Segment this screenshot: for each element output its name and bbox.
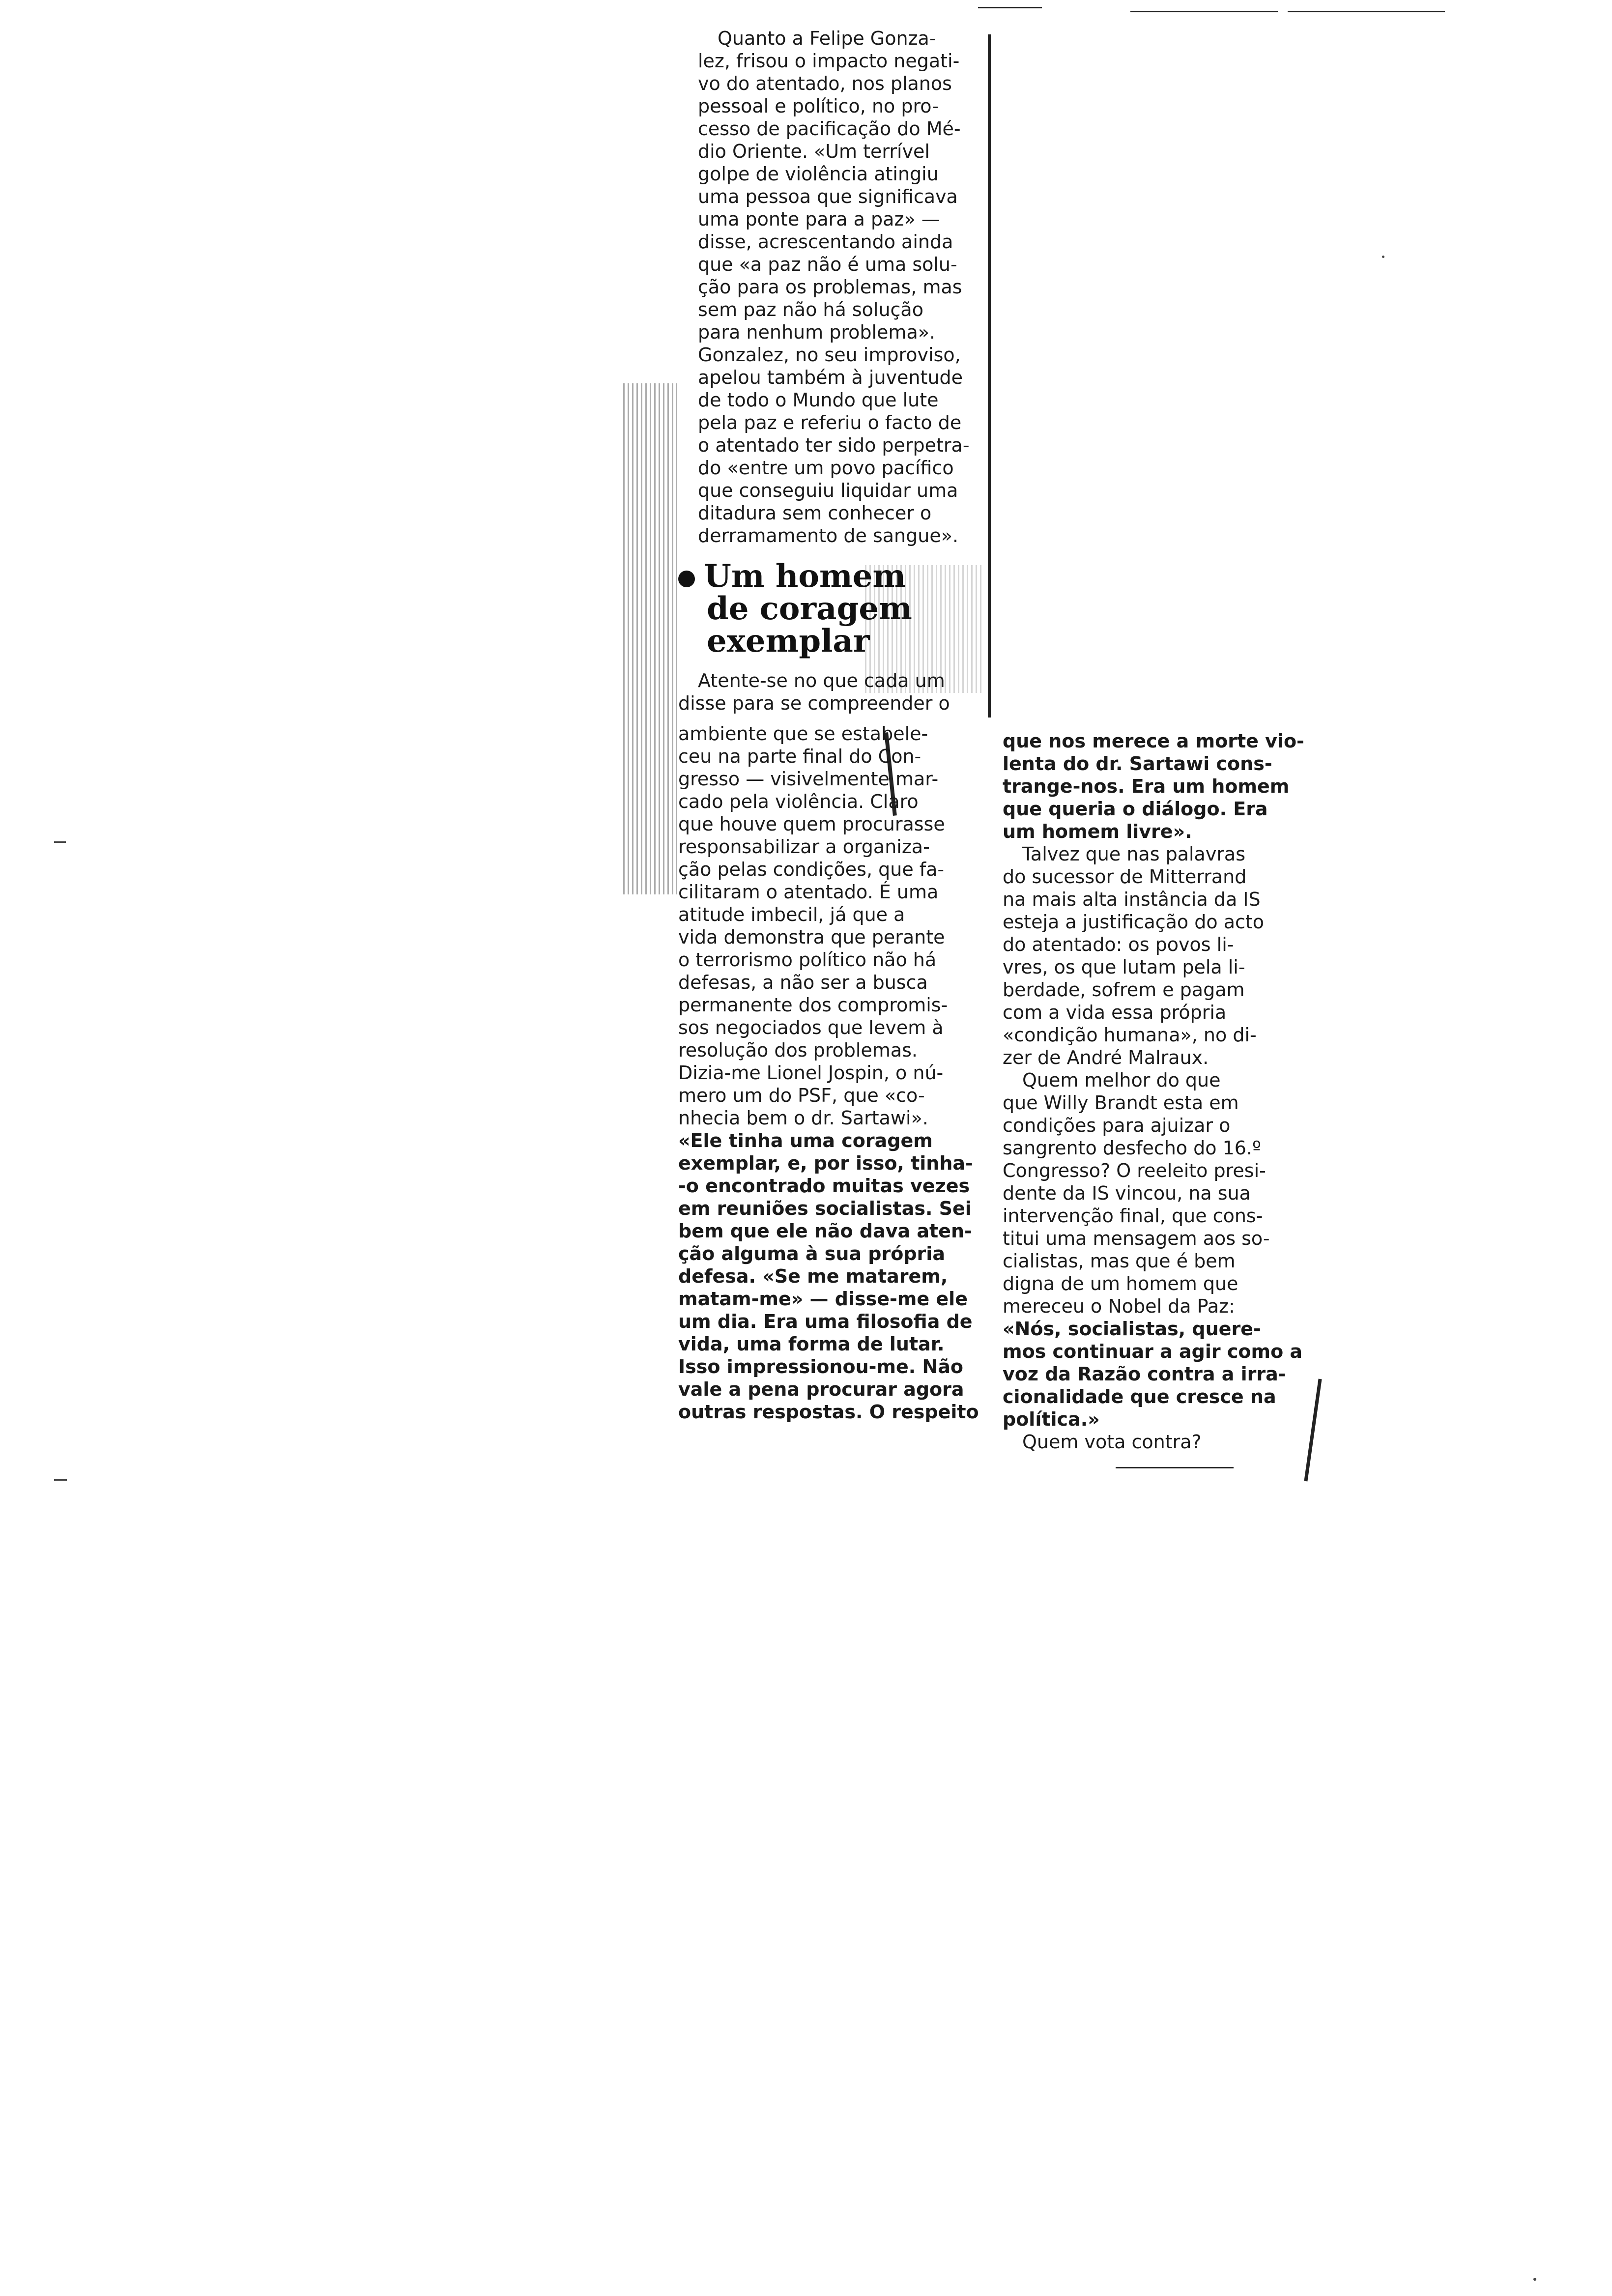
text-line: resolução dos problemas. bbox=[678, 1039, 918, 1061]
text-line: Congresso? O reeleito presi- bbox=[1003, 1160, 1266, 1181]
text-line: cado pela violência. Claro bbox=[678, 791, 919, 812]
text-line: ção para os problemas, mas bbox=[698, 276, 962, 298]
speck bbox=[1533, 2278, 1536, 2281]
text-line: dio Oriente. «Um terrível bbox=[698, 141, 930, 162]
text-line: o atentado ter sido perpetra- bbox=[698, 434, 970, 456]
text-line: uma pessoa que significava bbox=[698, 186, 958, 207]
speck bbox=[54, 841, 66, 843]
text-line: com a vida essa própria bbox=[1003, 1002, 1227, 1023]
closing-slash-mark bbox=[1304, 1379, 1322, 1482]
col3-closing bbox=[1003, 1431, 1297, 1453]
text-line: Gonzalez, no seu improviso, bbox=[698, 344, 961, 366]
text-line: que «a paz não é uma solu- bbox=[698, 254, 957, 275]
text-line: titui uma mensagem aos so- bbox=[1003, 1228, 1270, 1249]
text-line: cesso de pacificação do Mé- bbox=[698, 118, 961, 140]
text-line: sos negociados que levem à bbox=[678, 1017, 944, 1038]
text-line: lez, frisou o impacto negati- bbox=[698, 50, 960, 72]
text-line: Isso impressionou-me. Não bbox=[678, 1356, 963, 1378]
text-line: nhecia bem o dr. Sartawi». bbox=[678, 1107, 928, 1129]
text-line: em reuniões socialistas. Sei bbox=[678, 1198, 972, 1219]
intro-line-2: disse para se compreender o bbox=[678, 692, 950, 714]
text-line: gresso — visivelmente mar- bbox=[678, 768, 939, 790]
text-line: disse, acrescentando ainda bbox=[698, 231, 953, 253]
text-line: zer de André Malraux. bbox=[1003, 1047, 1209, 1068]
subheading-line-1: Um homem bbox=[704, 558, 906, 595]
top-rule-2 bbox=[1130, 11, 1278, 12]
text-line: apelou também à juventude bbox=[698, 367, 963, 388]
text-line: ditadura sem conhecer o bbox=[698, 502, 932, 524]
text-line: digna de um homem que bbox=[1003, 1273, 1238, 1294]
text-line: golpe de violência atingiu bbox=[698, 163, 939, 185]
text-line: defesas, a não ser a busca bbox=[678, 972, 928, 993]
text-line: sangrento desfecho do 16.º bbox=[1003, 1137, 1261, 1159]
text-line: dente da IS vincou, na sua bbox=[1003, 1182, 1251, 1204]
text-line: vida demonstra que perante bbox=[678, 926, 945, 948]
col3-paragraph-brandt bbox=[1003, 1069, 1297, 1318]
text-line: «Ele tinha uma coragem bbox=[678, 1130, 933, 1151]
text-line: ção pelas condições, que fa- bbox=[678, 859, 945, 880]
text-line: voz da Razão contra a irra- bbox=[1003, 1363, 1286, 1385]
text-line: sem paz não há solução bbox=[698, 299, 923, 320]
text-line: esteja a justificação do acto bbox=[1003, 911, 1265, 933]
text-line: ambiente que se estabele- bbox=[678, 723, 928, 745]
text-line: Dizia-me Lionel Jospin, o nú- bbox=[678, 1062, 944, 1084]
intro-text bbox=[678, 669, 973, 715]
text-line: vo do atentado, nos planos bbox=[698, 73, 952, 94]
paragraph-gonzalez bbox=[678, 27, 973, 547]
text-line: «Nós, socialistas, quere- bbox=[1003, 1318, 1261, 1340]
article-column-2 bbox=[678, 722, 979, 1423]
text-line: que nos merece a morte vio- bbox=[1003, 730, 1304, 752]
text-line: «condição humana», no di- bbox=[1003, 1024, 1257, 1046]
top-rule-3 bbox=[1288, 11, 1445, 12]
text-line: um homem livre». bbox=[1003, 821, 1192, 842]
col3-bold-quote-end bbox=[1003, 730, 1304, 843]
column-rule-vertical bbox=[988, 34, 991, 718]
text-line: Talvez que nas palavras bbox=[1022, 843, 1246, 865]
text-line: de todo o Mundo que lute bbox=[698, 389, 939, 411]
text-line: mereceu o Nobel da Paz: bbox=[1003, 1295, 1235, 1317]
text-line: berdade, sofrem e pagam bbox=[1003, 979, 1245, 1001]
top-rule-1 bbox=[978, 7, 1042, 8]
text-line: vida, uma forma de lutar. bbox=[678, 1333, 945, 1355]
text-line: uma ponte para a paz» — bbox=[698, 208, 940, 230]
text-line: matam-me» — disse-me ele bbox=[678, 1288, 968, 1310]
col2-text bbox=[678, 722, 968, 1129]
text-line: cionalidade que cresce na bbox=[1003, 1386, 1276, 1407]
text-line: pela paz e referiu o facto de bbox=[698, 412, 962, 433]
text-line: vale a pena procurar agora bbox=[678, 1378, 964, 1400]
text-line: do sucessor de Mitterrand bbox=[1003, 866, 1247, 888]
text-line: vres, os que lutam pela li- bbox=[1003, 956, 1245, 978]
scan-edge-noise bbox=[623, 383, 677, 894]
text-line: permanente dos compromis- bbox=[678, 994, 948, 1016]
bullet-icon bbox=[678, 571, 695, 587]
text-line: na mais alta instância da IS bbox=[1003, 889, 1261, 910]
article-column-1 bbox=[678, 27, 973, 547]
speck bbox=[54, 1479, 67, 1481]
text-line: Quanto a Felipe Gonza- bbox=[718, 28, 936, 49]
col3-brandt-quote bbox=[1003, 1318, 1303, 1431]
end-rule bbox=[1116, 1467, 1234, 1468]
text-line: trange-nos. Era um homem bbox=[1003, 775, 1290, 797]
text-line: Quem melhor do que bbox=[1022, 1069, 1221, 1091]
intro-line-1: Atente-se no que cada um bbox=[698, 670, 945, 691]
text-line: intervenção final, que cons- bbox=[1003, 1205, 1263, 1227]
col3-paragraph-malraux bbox=[1003, 843, 1297, 1069]
subheading-line-2: de coragem bbox=[707, 590, 912, 627]
text-line: mos continuar a agir como a bbox=[1003, 1341, 1303, 1362]
text-line: cialistas, mas que é bem bbox=[1003, 1250, 1236, 1272]
text-line: que houve quem procurasse bbox=[678, 813, 945, 835]
text-line: para nenhum problema». bbox=[698, 321, 936, 343]
col2-bold-quote bbox=[678, 1129, 979, 1423]
text-line: ceu na parte final do Con- bbox=[678, 746, 921, 767]
text-line: do atentado: os povos li- bbox=[1003, 934, 1234, 955]
text-line: condições para ajuizar o bbox=[1003, 1115, 1231, 1136]
text-line: cilitaram o atentado. É uma bbox=[678, 881, 939, 903]
text-line: outras respostas. O respeito bbox=[678, 1401, 979, 1423]
subheading bbox=[678, 560, 973, 658]
speck bbox=[1382, 256, 1384, 258]
text-line: mero um do PSF, que «co- bbox=[678, 1085, 925, 1106]
text-line: exemplar, e, por isso, tinha- bbox=[678, 1152, 973, 1174]
text-line: defesa. «Se me matarem, bbox=[678, 1265, 948, 1287]
closing-question: Quem vota contra? bbox=[1022, 1431, 1202, 1453]
text-line: política.» bbox=[1003, 1408, 1100, 1430]
text-line: o terrorismo político não há bbox=[678, 949, 937, 971]
text-line: lenta do dr. Sartawi cons- bbox=[1003, 753, 1272, 775]
text-line: -o encontrado muitas vezes bbox=[678, 1175, 970, 1197]
text-line: pessoal e político, no pro- bbox=[698, 95, 939, 117]
subheading-line-3: exemplar bbox=[707, 623, 870, 660]
text-line: do «entre um povo pacífico bbox=[698, 457, 954, 479]
article-column-3 bbox=[1003, 730, 1304, 1453]
text-line: ção alguma à sua própria bbox=[678, 1243, 945, 1264]
text-line: bem que ele não dava aten- bbox=[678, 1220, 972, 1242]
text-line: responsabilizar a organiza- bbox=[678, 836, 930, 858]
text-line: que Willy Brandt esta em bbox=[1003, 1092, 1239, 1114]
text-line: que queria o diálogo. Era bbox=[1003, 798, 1268, 820]
text-line: atitude imbecil, já que a bbox=[678, 904, 905, 925]
text-line: derramamento de sangue». bbox=[698, 525, 959, 546]
text-line: que conseguiu liquidar uma bbox=[698, 480, 958, 501]
text-line: um dia. Era uma filosofia de bbox=[678, 1311, 973, 1332]
